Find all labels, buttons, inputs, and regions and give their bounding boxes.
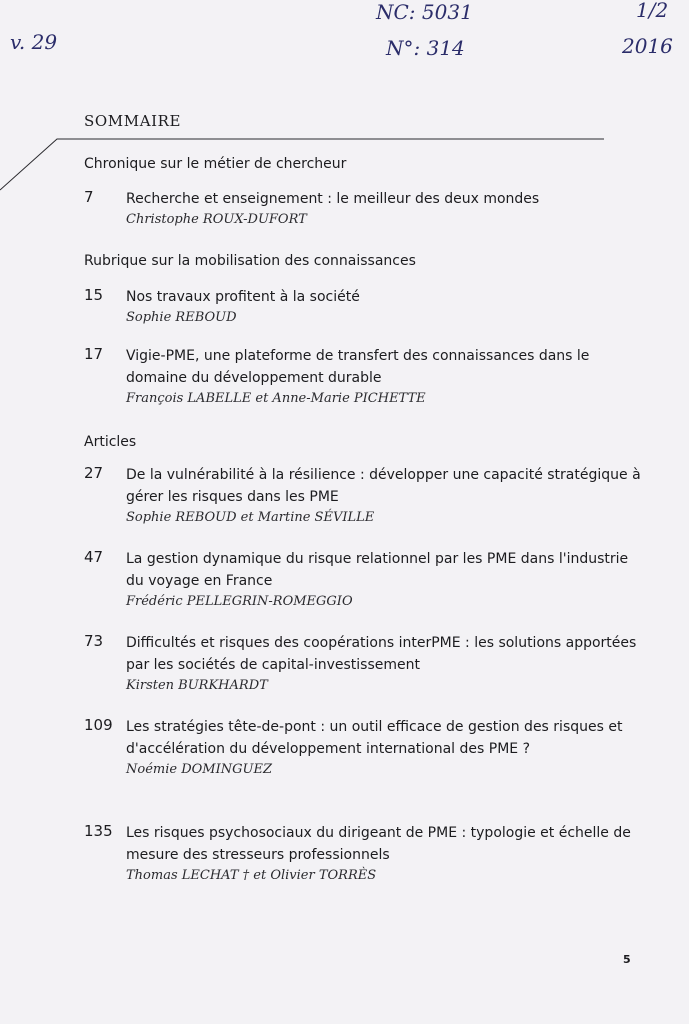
section-heading-chronique: Chronique sur le métier de chercheur bbox=[84, 156, 347, 172]
handwritten-fraction: 1/2 bbox=[636, 0, 669, 22]
toc-page-number: 109 bbox=[84, 716, 113, 734]
toc-entry[interactable] bbox=[84, 286, 644, 328]
handwritten-volume: v. 29 bbox=[10, 30, 58, 54]
toc-page-number: 17 bbox=[84, 345, 104, 363]
toc-entry[interactable] bbox=[84, 345, 644, 409]
toc-entry-title: Nos travaux profitent à la société bbox=[126, 289, 360, 305]
toc-page-number: 135 bbox=[84, 822, 113, 840]
page-number: 5 bbox=[623, 953, 631, 966]
page-title: SOMMAIRE bbox=[84, 112, 182, 130]
toc-entry-author: Sophie REBOUD bbox=[126, 310, 237, 325]
handwritten-year: 2016 bbox=[622, 34, 673, 58]
toc-page-number: 15 bbox=[84, 286, 104, 304]
section-heading-rubrique: Rubrique sur la mobilisation des connaissances bbox=[84, 253, 416, 269]
toc-entry-author: Christophe ROUX-DUFORT bbox=[126, 212, 307, 227]
toc-entry[interactable] bbox=[84, 188, 644, 230]
toc-entry-title: Difficultés et risques des coopérations interPME : les solutions apportées par les sociétés de capital-investissement bbox=[126, 635, 637, 673]
toc-entry-title: De la vulnérabilité à la résilience : développer une capacité stratégique à gérer les risques dans les PME bbox=[126, 467, 641, 505]
toc-entry[interactable] bbox=[84, 632, 644, 696]
toc-entry[interactable] bbox=[84, 464, 644, 528]
toc-entry-title: Les risques psychosociaux du dirigeant de PME : typologie et échelle de mesure des stresseurs professionnels bbox=[126, 825, 631, 863]
section-heading-articles: Articles bbox=[84, 434, 137, 450]
toc-entry-title: Vigie-PME, une plateforme de transfert des connaissances dans le domaine du développement durable bbox=[126, 348, 590, 386]
toc-entry[interactable] bbox=[84, 716, 644, 780]
toc-page-number: 7 bbox=[84, 188, 94, 206]
toc-entry-title: Recherche et enseignement : le meilleur des deux mondes bbox=[126, 191, 540, 207]
toc-entry[interactable] bbox=[84, 822, 644, 886]
toc-entry-author: Thomas LECHAT † et Olivier TORRÈS bbox=[126, 868, 377, 883]
toc-entry[interactable] bbox=[84, 548, 644, 612]
toc-entry-author: Sophie REBOUD et Martine SÉVILLE bbox=[126, 510, 375, 525]
toc-entry-title: La gestion dynamique du risque relationnel par les PME dans l'industrie du voyage en France bbox=[126, 551, 629, 589]
toc-entry-author: Noémie DOMINGUEZ bbox=[126, 762, 272, 777]
toc-page-number: 47 bbox=[84, 548, 104, 566]
toc-entry-title: Les stratégies tête-de-pont : un outil efficace de gestion des risques et d'accélération du développement international des PME ? bbox=[126, 719, 623, 757]
handwritten-nc: NC: 5031 bbox=[376, 0, 473, 24]
handwritten-number: N°: 314 bbox=[386, 36, 465, 60]
toc-entry-author: Frédéric PELLEGRIN-ROMEGGIO bbox=[126, 594, 353, 609]
toc-page-number: 27 bbox=[84, 464, 104, 482]
toc-entry-author: François LABELLE et Anne-Marie PICHETTE bbox=[126, 391, 426, 406]
toc-page-number: 73 bbox=[84, 632, 104, 650]
toc-entry-author: Kirsten BURKHARDT bbox=[126, 678, 268, 693]
